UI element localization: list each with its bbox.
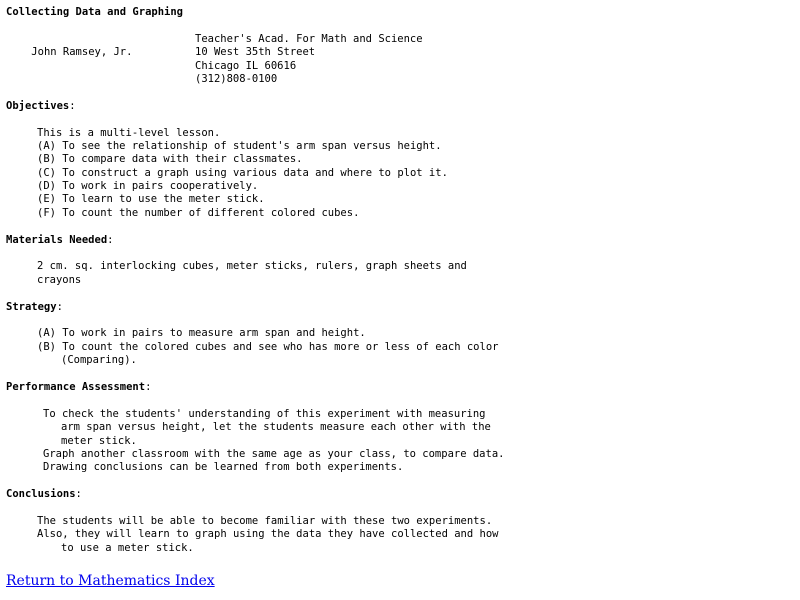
spacer [6,314,796,327]
spacer [6,287,796,300]
strategy-heading: Strategy [6,300,57,313]
author-city: Chicago IL 60616 [195,59,297,72]
strategy-heading-row: Strategy: [6,300,63,313]
conclusions-line: to use a meter stick. [61,541,194,554]
author-phone: (312)808-0100 [195,72,278,85]
objective-item: (F) To count the number of different colored cubes. [37,206,360,219]
spacer [6,475,796,488]
spacer [6,368,796,381]
spacer [6,86,796,99]
page-title: Collecting Data and Graphing [6,6,184,18]
materials-heading-row: Materials Needed: [6,233,114,246]
conclusions-heading-row: Conclusions: [6,488,82,501]
objectives-intro: This is a multi-level lesson. [37,126,221,139]
spacer [6,247,796,260]
performance-heading: Performance Assessment [6,380,146,393]
lesson-document [6,6,796,555]
author-name: John Ramsey, Jr. [31,46,133,59]
strategy-item: (A) To work in pairs to measure arm span and height. [37,327,366,340]
objectives-heading-row: Objectives: [6,99,76,112]
strategy-item: (B) To count the colored cubes and see who has more or less of each color [37,340,499,353]
spacer [6,394,796,407]
objective-item: (A) To see the relationship of student's arm span versus height. [37,139,442,152]
spacer [6,220,796,233]
author-school: Teacher's Acad. For Math and Science [195,32,423,45]
materials-heading: Materials Needed [6,233,108,246]
author-street: 10 West 35th Street [195,46,316,59]
materials-line: crayons [37,273,82,286]
conclusions-line: Also, they will learn to graph using the data they have collected and how [37,528,499,541]
conclusions-heading: Conclusions [6,488,76,501]
objective-item: (D) To work in pairs cooperatively. [37,180,259,193]
performance-line: arm span versus height, let the students measure each other with the [61,421,491,434]
objective-item: (C) To construct a graph using various data and where to plot it. [37,166,448,179]
objectives-heading: Objectives [6,99,70,112]
spacer [6,501,796,514]
performance-line: Graph another classroom with the same age as your class, to compare data. [43,447,505,460]
strategy-item-continuation: (Comparing). [61,354,137,367]
performance-line: Drawing conclusions can be learned from both experiments. [43,461,404,474]
spacer [6,19,796,32]
materials-line: 2 cm. sq. interlocking cubes, meter sticks, rulers, graph sheets and [37,260,467,273]
return-to-index-link[interactable]: Return to Mathematics Index [6,573,215,589]
performance-heading-row: Performance Assessment: [6,380,152,393]
performance-line: To check the students' understanding of this experiment with measuring [43,407,486,420]
spacer [6,113,796,126]
performance-line: meter stick. [61,434,137,447]
objective-item: (E) To learn to use the meter stick. [37,193,265,206]
conclusions-line: The students will be able to become familiar with these two experiments. [37,514,493,527]
objective-item: (B) To compare data with their classmates. [37,153,303,166]
